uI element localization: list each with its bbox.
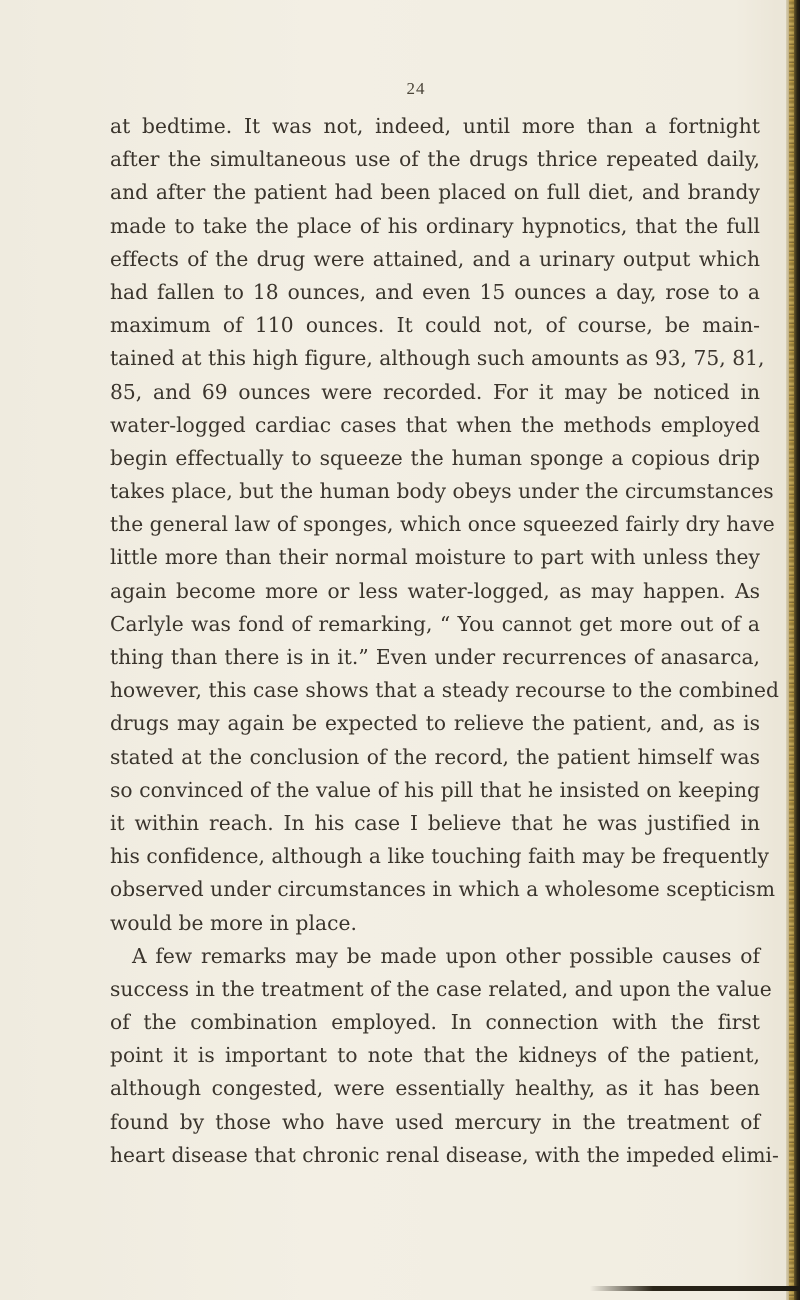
text-line: point it is important to note that the kidneys of the patient,	[110, 1043, 760, 1068]
text-line: again become more or less water-logged, as may happen. As	[110, 578, 760, 603]
text-line: 85, and 69 ounces were recorded. For it may be noticed in	[110, 379, 760, 404]
text-line: stated at the conclusion of the record, the patient himself was	[110, 744, 760, 769]
text-line: drugs may again be expected to relieve the patient, and, as is	[110, 711, 760, 736]
text-line: and after the patient had been placed on full diet, and brandy	[110, 180, 760, 205]
text-line: thing than there is in it.” Even under recurrences of anasarca,	[110, 645, 760, 669]
text-line: it within reach. In his case I believe that he was justified in	[110, 810, 760, 835]
text-line: the general law of sponges, which once squeezed fairly dry have	[110, 512, 775, 537]
text-line: little more than their normal moisture to part with unless they	[110, 545, 760, 570]
text-line: his confidence, although a like touching faith may be frequently	[110, 844, 769, 869]
text-line: begin effectually to squeeze the human sponge a copious drip	[110, 445, 760, 470]
text-line: had fallen to 18 ounces, and even 15 ounces a day, rose to a	[110, 279, 760, 304]
page-number: 24	[406, 79, 426, 98]
text-line: of the combination employed. In connection with the first	[110, 1010, 760, 1035]
text-line: observed under circumstances in which a wholesome scepticism	[110, 877, 776, 902]
text-line: would be more in place.	[110, 910, 357, 935]
text-line: A few remarks may be made upon other possible causes of	[132, 943, 760, 968]
text-line: at bedtime. It was not, indeed, until more than a fortnight	[110, 114, 760, 138]
text-line: found by those who have used mercury in the treatment of	[110, 1109, 760, 1134]
text-line: effects of the drug were attained, and a urinary output which	[110, 246, 760, 271]
text-line: made to take the place of his ordinary hypnotics, that the full	[110, 213, 760, 238]
paragraph-2	[110, 940, 779, 1172]
text-line: although congested, were essentially healthy, as it has been	[110, 1076, 760, 1101]
text-line: water-logged cardiac cases that when the methods employed	[110, 412, 760, 437]
body-text	[110, 110, 779, 1172]
text-line: however, this case shows that a steady recourse to the combined	[110, 678, 779, 703]
text-line: heart disease that chronic renal disease, with the impeded elimi-	[110, 1142, 779, 1167]
bottom-edge-shadow	[590, 1286, 800, 1291]
text-line: takes place, but the human body obeys under the circumstances	[110, 479, 774, 504]
text-line: Carlyle was fond of remarking, “ You cannot get more out of a	[110, 611, 760, 636]
text-line: maximum of 110 ounces. It could not, of course, be main-	[110, 313, 760, 338]
text-line: tained at this high figure, although such amounts as 93, 75, 81,	[110, 346, 765, 371]
gilt-page-edge	[789, 0, 794, 1300]
text-line: after the simultaneous use of the drugs thrice repeated daily,	[110, 147, 760, 172]
text-line: success in the treatment of the case related, and upon the value	[110, 976, 772, 1001]
paragraph-1	[110, 110, 779, 940]
text-line: so convinced of the value of his pill that he insisted on keeping	[110, 777, 760, 802]
